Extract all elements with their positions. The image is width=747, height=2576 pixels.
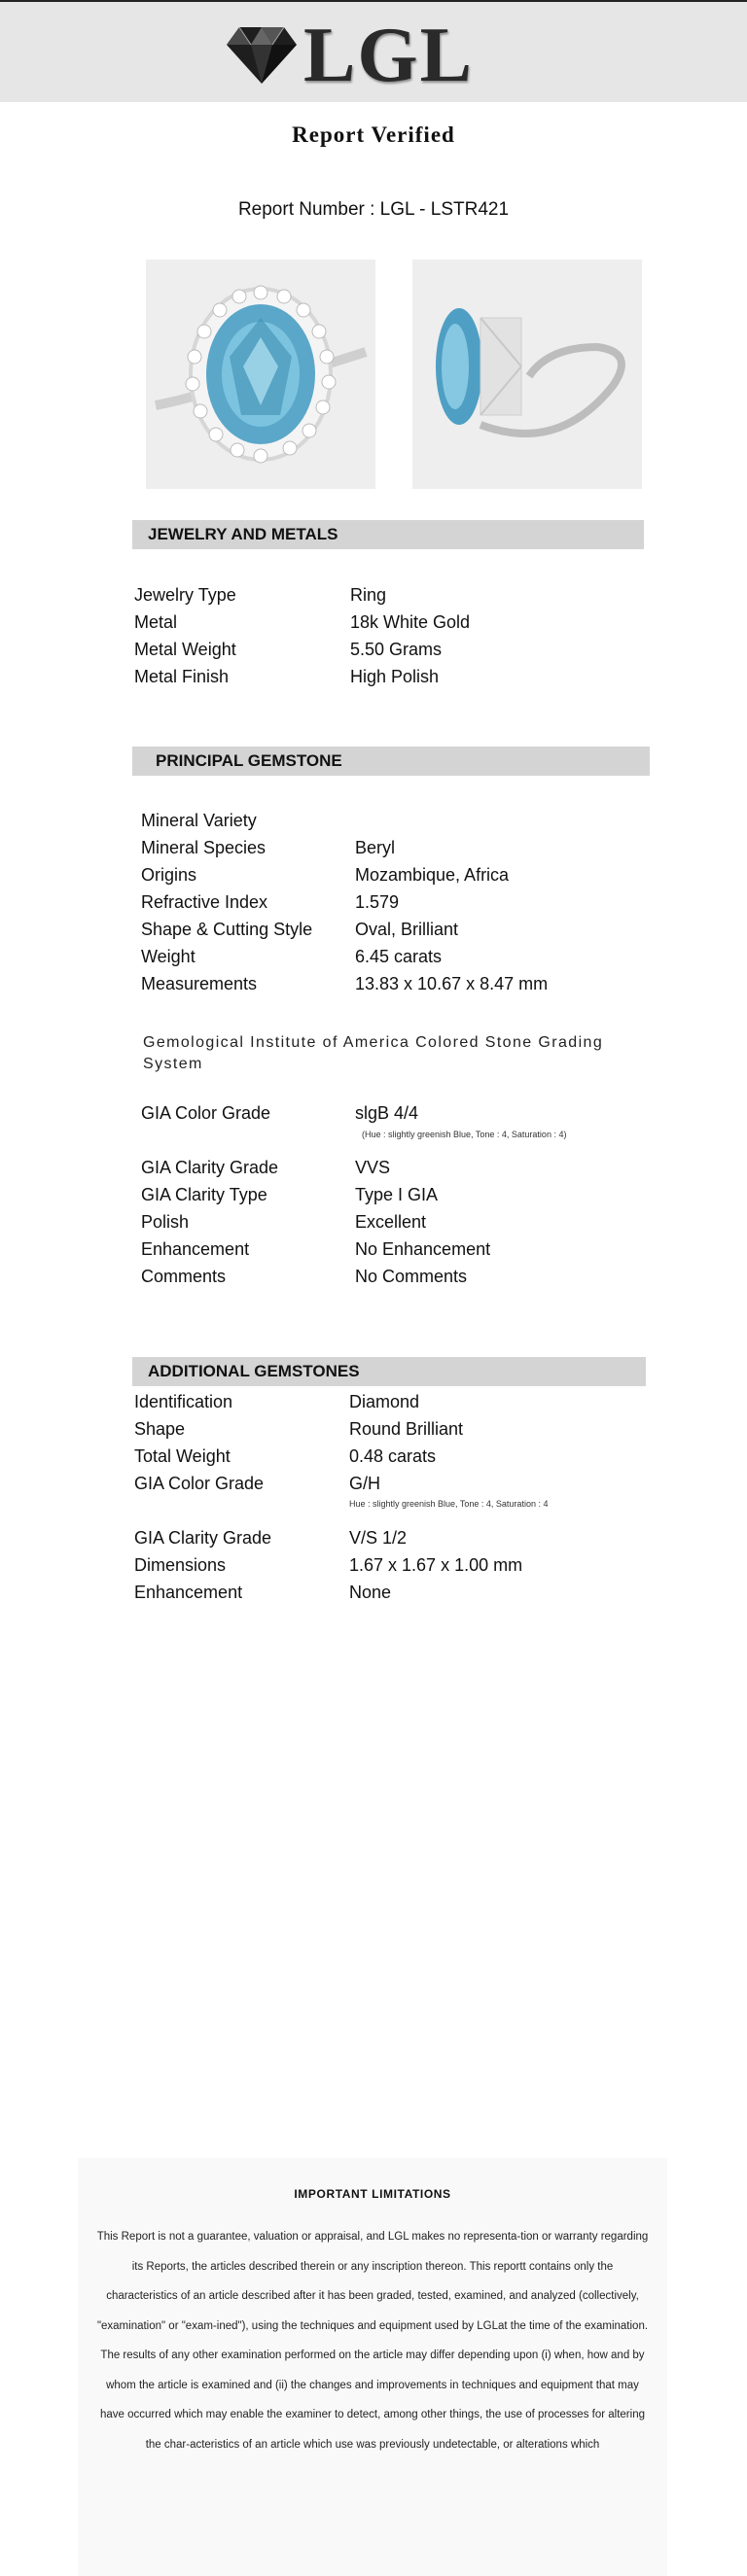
table-row — [141, 1181, 647, 1208]
row-label: Identification — [134, 1392, 233, 1411]
table-row — [134, 609, 640, 636]
row-value: 5.50 Grams — [350, 640, 443, 659]
diamond-icon — [226, 25, 298, 86]
row-value: 1.579 — [355, 892, 400, 912]
table-row — [134, 1470, 640, 1497]
jewelry-and-metals-table — [134, 581, 640, 690]
row-label: Mineral Variety — [141, 811, 257, 830]
table-row — [134, 663, 640, 690]
row-label: Enhancement — [141, 1239, 250, 1259]
row-value: G/H — [349, 1474, 381, 1493]
important-limitations-section — [78, 2158, 667, 2576]
report-number: Report Number : LGL - LSTR421 — [237, 199, 510, 220]
table-row — [141, 861, 647, 888]
row-label: Metal Weight — [134, 640, 236, 659]
row-label: GIA Color Grade — [134, 1474, 265, 1493]
row-value: V/S 1/2 — [349, 1528, 408, 1548]
page-title: Report Verified — [292, 122, 455, 147]
additional-gemstones-table-continued — [134, 1524, 640, 1606]
table-row — [134, 1579, 640, 1606]
limitations-title: IMPORTANT LIMITATIONS — [294, 2187, 451, 2201]
row-value: slgB 4/4 — [355, 1103, 419, 1123]
principal-gemstone-heading: PRINCIPAL GEMSTONE — [132, 747, 650, 776]
row-label: Polish — [141, 1212, 190, 1232]
table-row — [134, 1551, 640, 1579]
row-value: Ring — [350, 585, 387, 605]
gia-color-grade-row — [141, 1099, 647, 1127]
row-label: Comments — [141, 1267, 227, 1286]
row-label: GIA Clarity Grade — [134, 1528, 272, 1548]
row-value: Excellent — [355, 1212, 427, 1232]
row-value: VVS — [355, 1158, 391, 1177]
table-row — [141, 1208, 647, 1236]
row-label: Shape — [134, 1419, 186, 1439]
logo-text: LGL — [303, 13, 474, 98]
gia-grading-system-heading: Gemological Institute of America Colored Stone Grading System — [143, 1034, 604, 1072]
table-row — [141, 1236, 647, 1263]
row-value: 13.83 x 10.67 x 8.47 mm — [355, 974, 549, 993]
table-row — [141, 888, 647, 916]
color-grade-note: (Hue : slightly greenish Blue, Tone : 4, Saturation : 4) — [362, 1130, 567, 1139]
table-row — [141, 1154, 647, 1181]
table-row — [134, 1415, 640, 1443]
table-row — [134, 636, 640, 663]
limitations-body: This Report is not a guarantee, valuation or appraisal, and LGL makes no representa-tion or warranty regarding its Reports, the articles described therein or any inscription thereon. This reportt contains only the characteristics of an article described after it has been graded, tested, examined, and analyzed (collectively, "examination" or "exam-ined"), using the techniques and equipment used by LGLat the time of the examination. The results of any other examination performed on the article may differ depending upon (i) when, how and by whom the article is examined and (ii) the changes and improvements in techniques and equipment that may have occurred which may enable the examiner to detect, among other things, the use of processes for altering the char-acteristics of an article which use was previously undetectable, or alterations which — [96, 2231, 649, 2451]
table-row — [141, 916, 647, 943]
row-value: High Polish — [350, 667, 440, 686]
row-label: Mineral Species — [141, 838, 267, 857]
row-label: Weight — [141, 947, 196, 966]
row-value: 1.67 x 1.67 x 1.00 mm — [349, 1555, 523, 1575]
table-row — [141, 943, 647, 970]
row-label: GIA Clarity Type — [141, 1185, 267, 1204]
row-value: No Enhancement — [355, 1239, 491, 1259]
row-label: Dimensions — [134, 1555, 227, 1575]
table-row — [141, 1263, 647, 1290]
header-banner — [0, 0, 747, 102]
row-label: Origins — [141, 865, 197, 885]
row-value: 6.45 carats — [355, 947, 443, 966]
table-row — [134, 581, 640, 609]
lgl-logo — [226, 13, 474, 98]
row-value: Mozambique, Africa — [355, 865, 510, 885]
row-label: Metal Finish — [134, 667, 230, 686]
additional-gemstones-heading: ADDITIONAL GEMSTONES — [132, 1357, 646, 1386]
row-value: 18k White Gold — [350, 612, 471, 632]
table-row — [141, 970, 647, 997]
row-value: None — [349, 1583, 392, 1602]
table-row — [141, 807, 647, 834]
row-label: GIA Color Grade — [141, 1103, 271, 1123]
row-label: Total Weight — [134, 1446, 231, 1466]
table-row — [141, 1099, 647, 1127]
table-row — [134, 1443, 640, 1470]
row-value: Type I GIA — [355, 1185, 439, 1204]
table-row — [134, 1524, 640, 1551]
jewelry-and-metals-heading: JEWELRY AND METALS — [132, 520, 644, 549]
row-value: Oval, Brilliant — [355, 920, 459, 939]
row-label: Enhancement — [134, 1583, 243, 1602]
row-label: Jewelry Type — [134, 585, 236, 605]
row-label: Measurements — [141, 974, 258, 993]
principal-gemstone-table — [141, 807, 647, 997]
row-value: No Comments — [355, 1267, 468, 1286]
additional-gemstones-table — [134, 1388, 640, 1497]
row-label: Metal — [134, 612, 178, 632]
table-row — [134, 1388, 640, 1415]
ring-side-photo — [412, 260, 642, 489]
table-row — [141, 834, 647, 861]
row-value: Diamond — [349, 1392, 420, 1411]
row-label: Shape & Cutting Style — [141, 920, 313, 939]
row-value: Round Brilliant — [349, 1419, 464, 1439]
row-value: Beryl — [355, 838, 396, 857]
row-label: Refractive Index — [141, 892, 268, 912]
row-value: 0.48 carats — [349, 1446, 437, 1466]
color-grade-note: Hue : slightly greenish Blue, Tone : 4, Saturation : 4 — [349, 1499, 549, 1509]
ring-front-photo — [146, 260, 375, 489]
row-label: GIA Clarity Grade — [141, 1158, 279, 1177]
gia-grade-table — [141, 1154, 647, 1290]
